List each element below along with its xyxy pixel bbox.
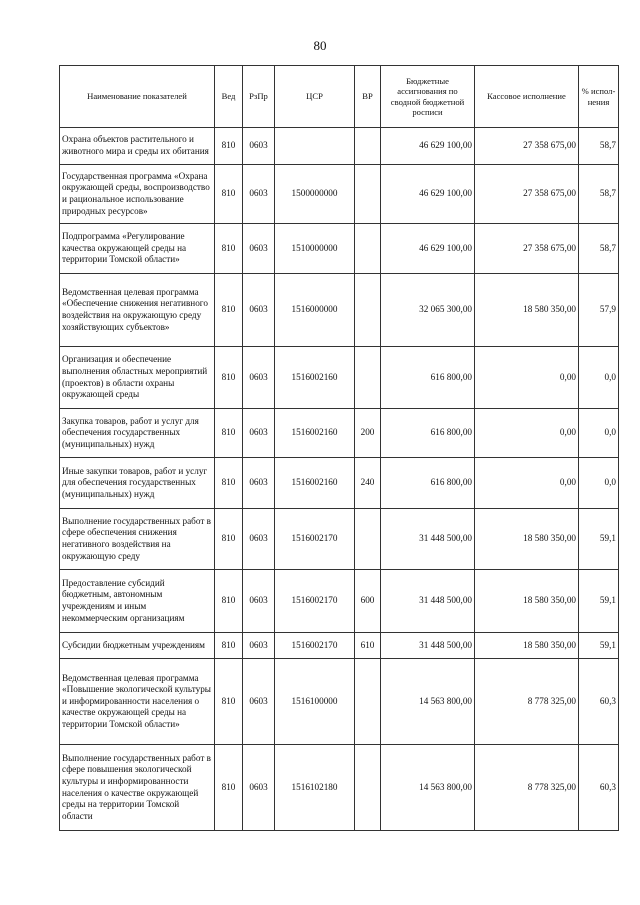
- row-name: Субсидии бюджетным учреждениям: [60, 633, 215, 659]
- row-rzpr: 0603: [243, 128, 275, 165]
- row-vr: 600: [355, 570, 381, 633]
- header-name: Наименование показателей: [60, 66, 215, 128]
- page-number: 80: [313, 38, 327, 53]
- row-executed: 18 580 350,00: [475, 274, 579, 347]
- row-assigned: 31 448 500,00: [381, 570, 475, 633]
- row-percent: 57,9: [579, 274, 619, 347]
- table-row: [60, 409, 619, 458]
- table-header-row: [60, 66, 619, 128]
- row-name: Выполнение государственных работ в сфере повышения экологической культуры и информированности населения о качестве окружающей среды на территории Томской области: [60, 745, 215, 831]
- row-name: Закупка товаров, работ и услуг для обеспечения государственных (муниципальных) нужд: [60, 409, 215, 458]
- row-assigned: 616 800,00: [381, 409, 475, 458]
- row-assigned: 46 629 100,00: [381, 224, 475, 274]
- row-csr: 1516002160: [275, 409, 355, 458]
- row-executed: 0,00: [475, 458, 579, 509]
- row-vr: 610: [355, 633, 381, 659]
- row-name: Государственная программа «Охрана окружающей среды, воспроизводство и рациональное использование природных ресурсов»: [60, 165, 215, 224]
- row-ved: 810: [215, 409, 243, 458]
- row-ved: 810: [215, 224, 243, 274]
- table-row: [60, 509, 619, 570]
- row-vr: 240: [355, 458, 381, 509]
- row-name: Иные закупки товаров, работ и услуг для обеспечения государственных (муниципальных) нужд: [60, 458, 215, 509]
- row-csr: 1500000000: [275, 165, 355, 224]
- row-executed: 0,00: [475, 347, 579, 409]
- row-name: Предоставление субсидий бюджетным, автономным учреждениям и иным некоммерческим организациям: [60, 570, 215, 633]
- table-row: [60, 659, 619, 745]
- row-csr: [275, 128, 355, 165]
- table-row: [60, 570, 619, 633]
- table-row: [60, 633, 619, 659]
- row-vr: [355, 509, 381, 570]
- row-csr: 1516002170: [275, 570, 355, 633]
- row-executed: 0,00: [475, 409, 579, 458]
- row-assigned: 616 800,00: [381, 347, 475, 409]
- row-vr: [355, 128, 381, 165]
- row-assigned: 32 065 300,00: [381, 274, 475, 347]
- row-name: Выполнение государственных работ в сфере обеспечения снижения негативного воздействия на окружающую среду: [60, 509, 215, 570]
- table-row: [60, 274, 619, 347]
- row-percent: 58,7: [579, 165, 619, 224]
- header-assigned: Бюджетные ассигнования по сводной бюджетной росписи: [381, 66, 475, 128]
- table-row: [60, 128, 619, 165]
- row-ved: 810: [215, 274, 243, 347]
- row-percent: 59,1: [579, 633, 619, 659]
- row-ved: 810: [215, 633, 243, 659]
- row-vr: [355, 224, 381, 274]
- row-assigned: 31 448 500,00: [381, 633, 475, 659]
- row-rzpr: 0603: [243, 224, 275, 274]
- row-assigned: 616 800,00: [381, 458, 475, 509]
- row-assigned: 14 563 800,00: [381, 659, 475, 745]
- row-percent: 0,0: [579, 409, 619, 458]
- budget-table: [59, 65, 619, 831]
- row-percent: 0,0: [579, 347, 619, 409]
- row-ved: 810: [215, 347, 243, 409]
- row-csr: 1516002170: [275, 633, 355, 659]
- row-name: Подпрограмма «Регулирование качества окружающей среды на территории Томской области»: [60, 224, 215, 274]
- row-percent: 0,0: [579, 458, 619, 509]
- header-vr: ВР: [355, 66, 381, 128]
- row-ved: 810: [215, 570, 243, 633]
- row-executed: 18 580 350,00: [475, 570, 579, 633]
- row-vr: 200: [355, 409, 381, 458]
- row-executed: 27 358 675,00: [475, 165, 579, 224]
- row-vr: [355, 659, 381, 745]
- row-percent: 58,7: [579, 224, 619, 274]
- row-rzpr: 0603: [243, 458, 275, 509]
- row-assigned: 31 448 500,00: [381, 509, 475, 570]
- header-percent: % испол-нения: [579, 66, 619, 128]
- row-executed: 18 580 350,00: [475, 509, 579, 570]
- row-percent: 58,7: [579, 128, 619, 165]
- header-csr: ЦСР: [275, 66, 355, 128]
- row-rzpr: 0603: [243, 659, 275, 745]
- row-name: Ведомственная целевая программа «Повышение экологической культуры и информированности населения о качестве окружающей среды на территории Томской области»: [60, 659, 215, 745]
- row-csr: 1516002160: [275, 458, 355, 509]
- row-csr: 1516100000: [275, 659, 355, 745]
- row-csr: 1516000000: [275, 274, 355, 347]
- row-assigned: 46 629 100,00: [381, 165, 475, 224]
- row-rzpr: 0603: [243, 165, 275, 224]
- row-csr: 1516102180: [275, 745, 355, 831]
- row-name: Ведомственная целевая программа «Обеспечение снижения негативного воздействия на окружающую среду хозяйствующих субъектов»: [60, 274, 215, 347]
- row-ved: 810: [215, 128, 243, 165]
- header-ved: Вед: [215, 66, 243, 128]
- row-vr: [355, 165, 381, 224]
- row-percent: 59,1: [579, 509, 619, 570]
- row-csr: 1516002160: [275, 347, 355, 409]
- row-csr: 1510000000: [275, 224, 355, 274]
- row-assigned: 46 629 100,00: [381, 128, 475, 165]
- row-rzpr: 0603: [243, 633, 275, 659]
- row-executed: 8 778 325,00: [475, 659, 579, 745]
- row-ved: 810: [215, 745, 243, 831]
- row-name: Охрана объектов растительного и животного мира и среды их обитания: [60, 128, 215, 165]
- row-vr: [355, 274, 381, 347]
- header-rzpr: РзПр: [243, 66, 275, 128]
- row-percent: 60,3: [579, 659, 619, 745]
- row-rzpr: 0603: [243, 745, 275, 831]
- row-executed: 27 358 675,00: [475, 128, 579, 165]
- row-ved: 810: [215, 509, 243, 570]
- row-vr: [355, 745, 381, 831]
- row-executed: 27 358 675,00: [475, 224, 579, 274]
- row-percent: 59,1: [579, 570, 619, 633]
- table-row: [60, 347, 619, 409]
- row-rzpr: 0603: [243, 570, 275, 633]
- row-ved: 810: [215, 458, 243, 509]
- row-executed: 8 778 325,00: [475, 745, 579, 831]
- row-rzpr: 0603: [243, 409, 275, 458]
- row-assigned: 14 563 800,00: [381, 745, 475, 831]
- row-ved: 810: [215, 165, 243, 224]
- table-row: [60, 224, 619, 274]
- header-executed: Кассовое исполнение: [475, 66, 579, 128]
- row-rzpr: 0603: [243, 274, 275, 347]
- row-ved: 810: [215, 659, 243, 745]
- row-executed: 18 580 350,00: [475, 633, 579, 659]
- row-percent: 60,3: [579, 745, 619, 831]
- row-rzpr: 0603: [243, 347, 275, 409]
- table-row: [60, 165, 619, 224]
- row-name: Организация и обеспечение выполнения областных мероприятий (проектов) в области охраны окружающей среды: [60, 347, 215, 409]
- table-row: [60, 745, 619, 831]
- row-csr: 1516002170: [275, 509, 355, 570]
- row-vr: [355, 347, 381, 409]
- table-row: [60, 458, 619, 509]
- row-rzpr: 0603: [243, 509, 275, 570]
